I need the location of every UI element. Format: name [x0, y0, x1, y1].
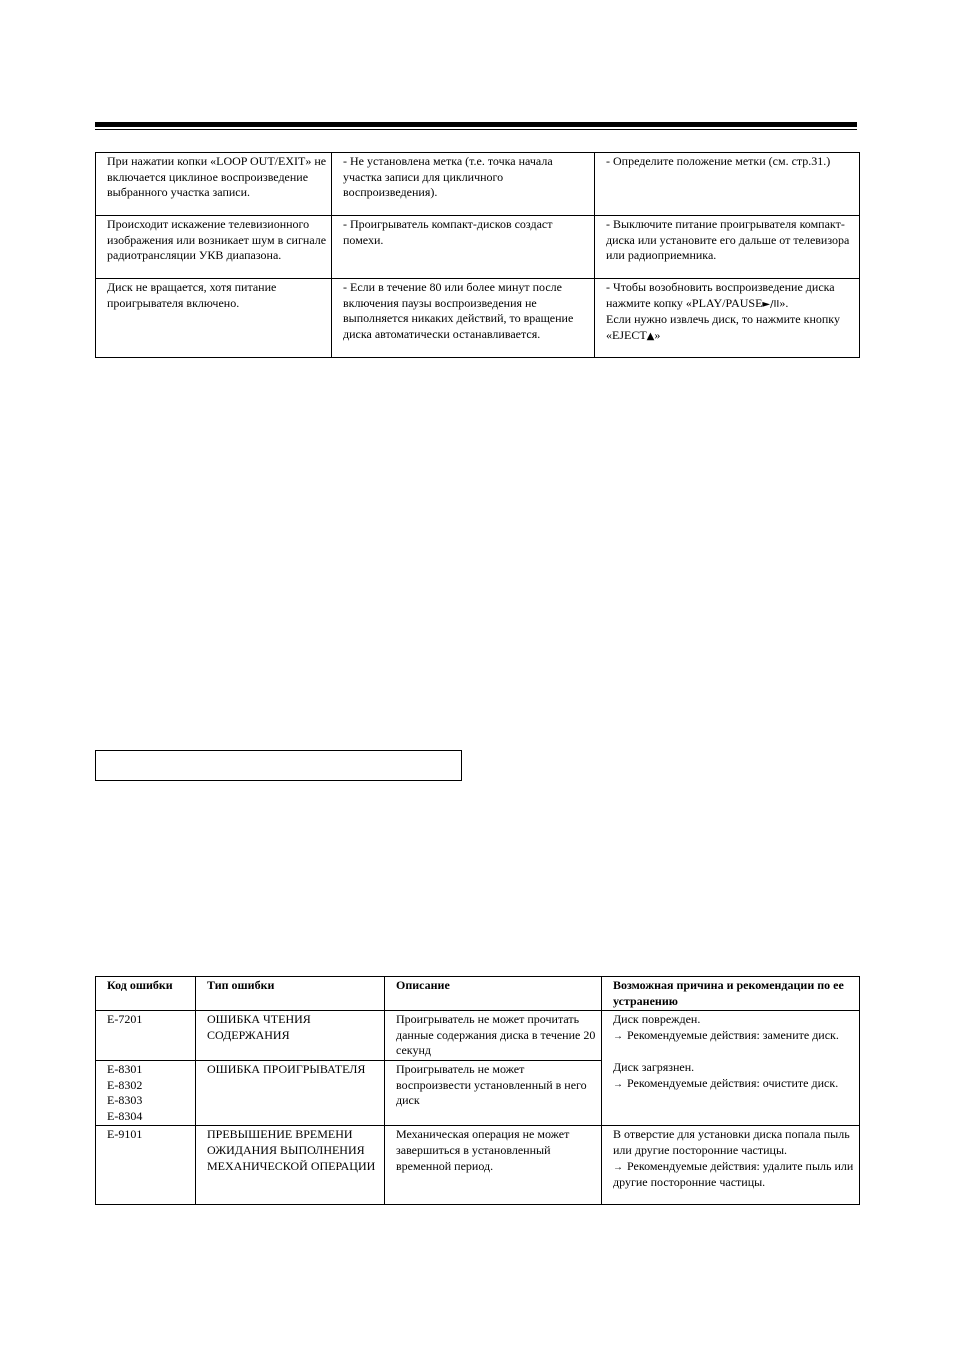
- error-type: ПРЕВЫШЕНИЕ ВРЕМЕНИ ОЖИДАНИЯ ВЫПОЛНЕНИЯ МЕХАНИЧЕСКОЙ ОПЕРАЦИИ: [196, 1126, 385, 1205]
- cause-action: [613, 1076, 855, 1093]
- table-row: [96, 153, 860, 216]
- solution-cell: [595, 279, 860, 358]
- empty-frame: [95, 750, 462, 781]
- cause-action: [613, 1159, 855, 1191]
- problem-cell: Происходит искажение телевизионного изображения или возникает шум в сигнале радиотрансляции УКВ диапазона.: [96, 216, 332, 279]
- cause-cell: - Не установлена метка (т.е. точка начала участка записи для цикличного воспроизведения).: [332, 153, 595, 216]
- table-row: [96, 1126, 860, 1205]
- error-code-line: E-8303: [107, 1093, 143, 1108]
- table-row: [96, 279, 860, 358]
- error-code: E-9101: [96, 1126, 196, 1205]
- arrow-right-icon: →: [613, 1078, 623, 1090]
- solution-text: Если нужно извлечь диск, то нажмите кнопку «EJECT: [606, 312, 840, 342]
- header-type: Тип ошибки: [196, 977, 385, 1011]
- error-code-line: E-8304: [107, 1108, 143, 1123]
- error-description: Проигрыватель не может прочитать данные содержания диска в течение 20 секунд: [385, 1011, 602, 1061]
- arrow-right-icon: →: [613, 1161, 623, 1173]
- table-row: [96, 1011, 860, 1061]
- solution-cell: - Определите положение метки (см. стр.31.): [595, 153, 860, 216]
- solution-text: »: [654, 327, 661, 342]
- arrow-right-icon: →: [613, 1030, 623, 1042]
- cause-action: [613, 1028, 855, 1045]
- problem-cell: Диск не вращается, хотя питание проигрывателя включено.: [96, 279, 332, 358]
- error-description: Проигрыватель не может воспроизвести установленный в него диск: [385, 1060, 602, 1125]
- cause-action-text: Рекомендуемые действия: замените диск.: [627, 1027, 839, 1042]
- eject-icon: ▲: [646, 330, 655, 342]
- cause-action-text: Рекомендуемые действия: удалите пыль или другие посторонние частицы.: [613, 1158, 854, 1190]
- play-pause-icon: ►/II: [762, 298, 780, 310]
- table-header-row: [96, 977, 860, 1011]
- header-rule-thin: [95, 129, 857, 130]
- error-description: Механическая операция не может завершиться в установленный временной период.: [385, 1126, 602, 1205]
- solution-cell: - Выключите питание проигрывателя компакт-диска или установите его дальше от телевизора или радиоприемника.: [595, 216, 860, 279]
- error-code-line: E-8302: [107, 1077, 143, 1092]
- header-cause: Возможная причина и рекомендации по ее устранению: [602, 977, 860, 1011]
- header-description: Описание: [385, 977, 602, 1011]
- cause-text: Диск поврежден.: [613, 1012, 701, 1027]
- error-code: E-7201: [96, 1011, 196, 1061]
- error-code: [96, 1060, 196, 1125]
- problem-cell: При нажатии копки «LOOP OUT/EXIT» не включается циклиное воспроизведение выбранного участка записи.: [96, 153, 332, 216]
- table-row: [96, 216, 860, 279]
- cause-text: В отверстие для установки диска попала пыль или другие посторонние частицы.: [613, 1127, 850, 1157]
- header-code: Код ошибки: [96, 977, 196, 1011]
- error-type: ОШИБКА ЧТЕНИЯ СОДЕРЖАНИЯ: [196, 1011, 385, 1061]
- error-codes-table: [95, 976, 860, 1205]
- header-rule-thick: [95, 122, 857, 127]
- error-type: ОШИБКА ПРОИГРЫВАТЕЛЯ: [196, 1060, 385, 1125]
- error-cause: [602, 1126, 860, 1205]
- cause-cell: - Проигрыватель компакт-дисков создаст помехи.: [332, 216, 595, 279]
- troubleshooting-table: [95, 152, 860, 358]
- cause-cell: - Если в течение 80 или более минут после включения паузы воспроизведения не выполняется никаких действий, то вращение диска автоматически останавливается.: [332, 279, 595, 358]
- solution-text: - Чтобы возобновить воспроизведение диска нажмите копку «PLAY/PAUSE: [606, 280, 835, 310]
- error-code-line: E-8301: [107, 1061, 143, 1076]
- cause-text: Диск загрязнен.: [613, 1059, 695, 1074]
- error-cause-merged: [602, 1011, 860, 1126]
- solution-text: ».: [779, 295, 789, 310]
- cause-action-text: Рекомендуемые действия: очистите диск.: [627, 1075, 839, 1090]
